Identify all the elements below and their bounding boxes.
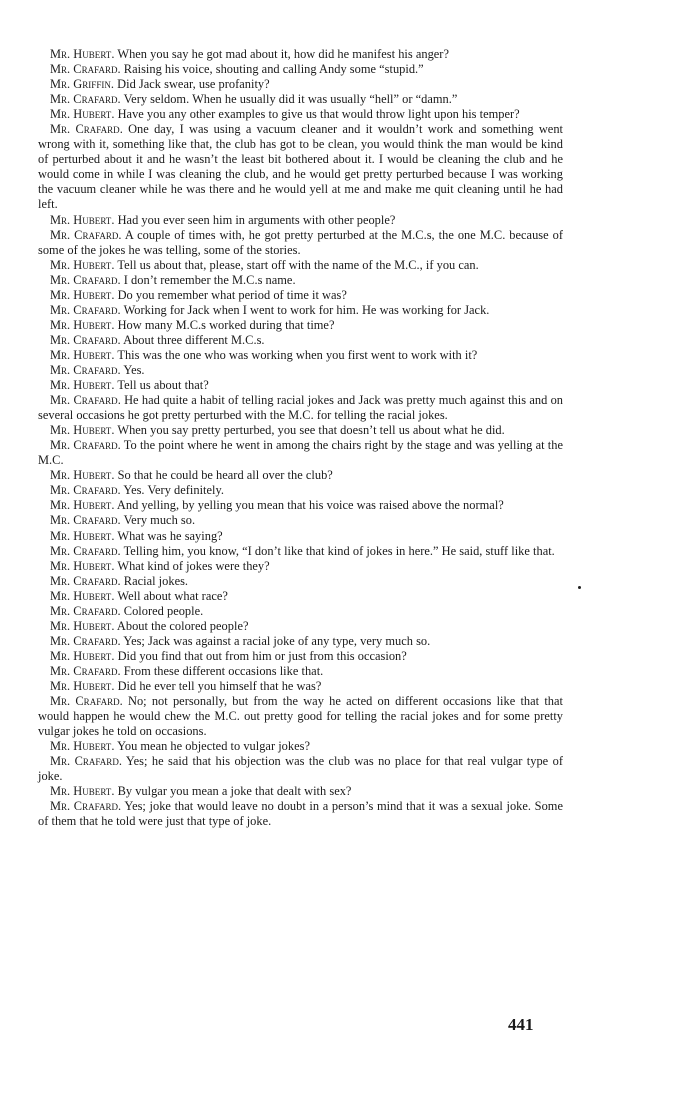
speech-text: By vulgar you mean a joke that dealt with sex? [117, 784, 352, 799]
speaker-name: Mr. Crafard. [50, 122, 123, 137]
speaker-name: Mr. Crafard. [50, 362, 121, 377]
speaker-name: Mr. Crafard. [50, 483, 121, 498]
speech-text: I don’t remember the M.C.s name. [123, 272, 296, 287]
speech-text: Yes; Jack was against a racial joke of any type, very much so. [123, 633, 431, 648]
testimony-paragraph [38, 62, 563, 77]
speech-text: Raising his voice, shouting and calling Andy some “stupid.” [123, 62, 424, 77]
speech-text: Working for Jack when I went to work for him. He was working for Jack. [123, 302, 490, 317]
testimony-paragraph [38, 649, 563, 664]
testimony-paragraph [38, 318, 563, 333]
speaker-name: Mr. Crafard. [50, 633, 121, 648]
speech-text: Well about what race? [117, 588, 228, 603]
speaker-name: Mr. Hubert. [50, 287, 115, 302]
speech-text: Did he ever tell you himself that he was? [117, 678, 322, 693]
speaker-name: Mr. Hubert. [50, 47, 115, 61]
speaker-name: Mr. Crafard. [50, 663, 121, 678]
testimony-paragraph [38, 784, 563, 799]
speech-text: When you say pretty perturbed, you see that doesn’t tell us about what he did. [117, 423, 505, 438]
speaker-name: Mr. Hubert. [50, 107, 115, 122]
testimony-paragraph [38, 333, 563, 348]
testimony-paragraph [38, 468, 563, 483]
speaker-name: Mr. Crafard. [50, 92, 121, 107]
speech-text: Yes. Very definitely. [123, 483, 225, 498]
speech-text: And yelling, by yelling you mean that his voice was raised above the normal? [116, 498, 504, 513]
testimony-paragraph [38, 273, 563, 288]
speaker-name: Mr. Hubert. [50, 678, 115, 693]
testimony-paragraph [38, 423, 563, 438]
speaker-name: Mr. Crafard. [50, 513, 121, 528]
speaker-name: Mr. Crafard. [50, 62, 121, 77]
testimony-paragraph [38, 213, 563, 228]
speech-text: Tell us about that, please, start off with the name of the M.C., if you can. [117, 257, 479, 272]
testimony-paragraph [38, 529, 563, 544]
testimony-paragraph [38, 288, 563, 303]
speaker-name: Mr. Crafard. [50, 302, 121, 317]
speech-text: How many M.C.s worked during that time? [117, 317, 335, 332]
testimony-paragraph [38, 483, 563, 498]
speech-text: Tell us about that? [117, 378, 209, 393]
testimony-paragraph [38, 589, 563, 604]
ink-speck [578, 586, 581, 589]
speaker-name: Mr. Hubert. [50, 558, 115, 573]
testimony-paragraph [38, 438, 563, 468]
speaker-name: Mr. Hubert. [50, 498, 115, 513]
speech-text: Have you any other examples to give us that would throw light upon his temper? [117, 107, 520, 122]
speech-text: About three different M.C.s. [123, 332, 265, 347]
speech-text: To the point where he went in among the chairs right by the stage and was yelling at the M.C. [38, 438, 563, 468]
speaker-name: Mr. Hubert. [50, 528, 115, 543]
speech-text: Do you remember what period of time it was? [117, 287, 347, 302]
testimony-paragraph [38, 393, 563, 423]
testimony-paragraph [38, 77, 563, 92]
speaker-name: Mr. Crafard. [50, 272, 121, 287]
testimony-paragraph [38, 303, 563, 318]
testimony-paragraph [38, 754, 563, 784]
testimony-paragraph [38, 348, 563, 363]
speech-text: From these different occasions like that. [123, 663, 324, 678]
speaker-name: Mr. Hubert. [50, 212, 115, 227]
speech-text: Had you ever seen him in arguments with other people? [117, 212, 396, 227]
testimony-paragraph [38, 228, 563, 258]
transcript-page [38, 47, 563, 829]
speaker-name: Mr. Hubert. [50, 378, 115, 393]
testimony-paragraph [38, 694, 563, 739]
speech-text: He had quite a habit of telling racial jokes and Jack was pretty much against this and on several occasions he got pretty perturbed with the M.C. for telling the racial jokes. [38, 393, 563, 423]
speech-text: Yes. [123, 362, 145, 377]
speech-text: No; not personally, but from the way he acted on different occasions like that that would happen he would chew the M.C. out pretty good for telling the racial jokes and for some pretty vulgar jokes he told on occasions. [38, 694, 563, 739]
speaker-name: Mr. Hubert. [50, 468, 115, 483]
speech-text: Very much so. [123, 513, 196, 528]
testimony-paragraph [38, 513, 563, 528]
testimony-paragraph [38, 107, 563, 122]
speech-text: About the colored people? [116, 618, 249, 633]
testimony-paragraph [38, 92, 563, 107]
speaker-name: Mr. Crafard. [50, 603, 121, 618]
testimony-paragraph [38, 544, 563, 559]
speaker-name: Mr. Hubert. [50, 618, 115, 633]
speaker-name: Mr. Hubert. [50, 648, 115, 663]
speaker-name: Mr. Hubert. [50, 784, 115, 799]
speech-text: Racial jokes. [123, 573, 189, 588]
testimony-paragraph [38, 634, 563, 649]
speech-text: What was he saying? [117, 528, 223, 543]
testimony-paragraph [38, 47, 563, 62]
speech-text: Telling him, you know, “I don’t like that kind of jokes in here.” He said, stuff like that. [123, 543, 555, 558]
testimony-paragraph [38, 122, 563, 212]
testimony-paragraph [38, 604, 563, 619]
testimony-paragraph [38, 664, 563, 679]
testimony-paragraph [38, 679, 563, 694]
speech-text: Did you find that out from him or just from this occasion? [117, 648, 407, 663]
speaker-name: Mr. Hubert. [50, 317, 115, 332]
speech-text: Yes; he said that his objection was the club was no place for that real vulgar type of joke. [38, 754, 563, 784]
testimony-paragraph [38, 619, 563, 634]
speaker-name: Mr. Hubert. [50, 257, 115, 272]
speech-text: One day, I was using a vacuum cleaner and it wouldn’t work and something went wrong with it, something like that, the club has got to be clean, you would think the man would be kind of perturbed about it and he wasn’t the least bit bothered about it. I would be cleaning the club and he would come in while I was cleaning the club, and he would get pretty perturbed because I was working the vacuum cleaner while he was there and he would yell at me and make me quit cleaning until he had left. [38, 122, 563, 212]
testimony-transcript [38, 47, 563, 829]
testimony-paragraph [38, 799, 563, 829]
testimony-paragraph [38, 378, 563, 393]
speech-text: What kind of jokes were they? [117, 558, 270, 573]
page-number: 441 [508, 1015, 534, 1034]
speech-text: A couple of times with, he got pretty perturbed at the M.C.s, the one M.C. because of some of the jokes he was telling, some of the stories. [38, 227, 563, 257]
speaker-name: Mr. Crafard. [50, 694, 123, 709]
speech-text: Very seldom. When he usually did it was usually “hell” or “damn.” [123, 92, 458, 107]
speech-text: You mean he objected to vulgar jokes? [117, 739, 310, 754]
testimony-paragraph [38, 258, 563, 273]
speaker-name: Mr. Crafard. [50, 573, 121, 588]
testimony-paragraph [38, 498, 563, 513]
speaker-name: Mr. Hubert. [50, 423, 115, 438]
speaker-name: Mr. Hubert. [50, 347, 115, 362]
speaker-name: Mr. Crafard. [50, 754, 122, 769]
speaker-name: Mr. Crafard. [50, 438, 121, 453]
speech-text: So that he could be heard all over the club? [117, 468, 333, 483]
speaker-name: Mr. Hubert. [50, 739, 115, 754]
speech-text: When you say he got mad about it, how did he manifest his anger? [117, 47, 449, 61]
speaker-name: Mr. Crafard. [50, 332, 121, 347]
speaker-name: Mr. Griffin. [50, 77, 115, 92]
speaker-name: Mr. Hubert. [50, 588, 115, 603]
speaker-name: Mr. Crafard. [50, 393, 121, 408]
speaker-name: Mr. Crafard. [50, 227, 122, 242]
speaker-name: Mr. Crafard. [50, 543, 121, 558]
testimony-paragraph [38, 363, 563, 378]
speech-text: This was the one who was working when you first went to work with it? [117, 347, 478, 362]
speech-text: Colored people. [123, 603, 204, 618]
testimony-paragraph [38, 739, 563, 754]
speech-text: Yes; joke that would leave no doubt in a person’s mind that it was a sexual joke. Some of them that he told were just that type of joke. [38, 799, 563, 829]
testimony-paragraph [38, 574, 563, 589]
testimony-paragraph [38, 559, 563, 574]
speaker-name: Mr. Crafard. [50, 799, 122, 814]
speech-text: Did Jack swear, use profanity? [117, 77, 270, 92]
